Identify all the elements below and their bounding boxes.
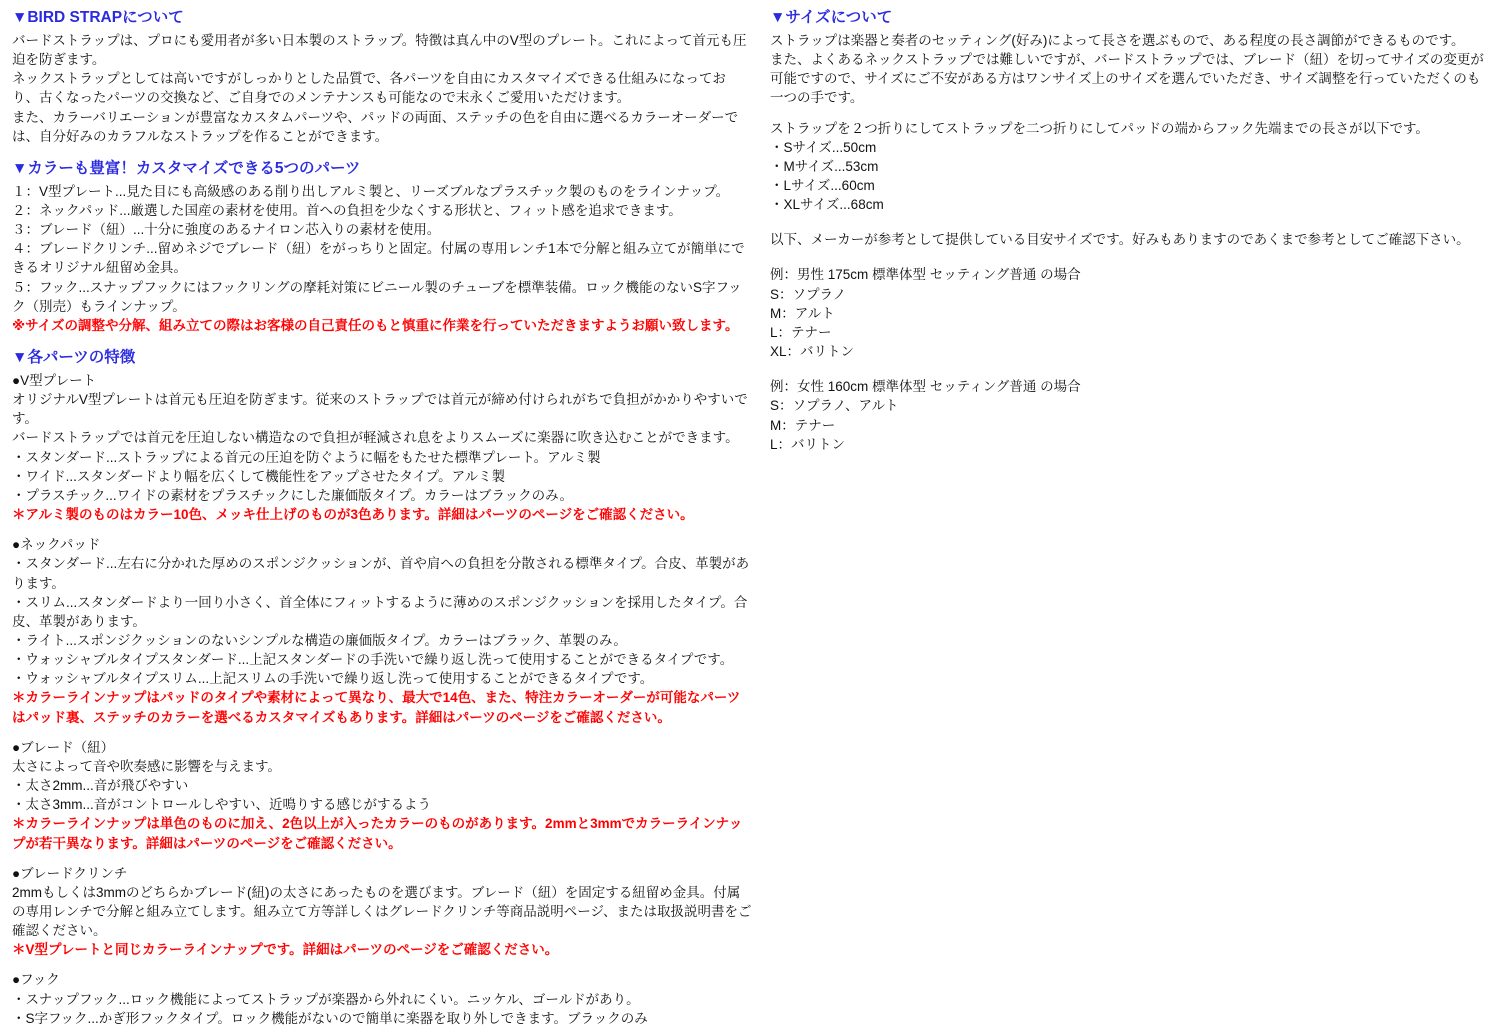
part-label: ●V型プレート <box>12 372 97 388</box>
example-female-title: 例：女性 160cm 標準体型 セッティング普通 の場合 <box>770 379 1081 395</box>
example-male-row: M：アルト <box>770 305 835 321</box>
part-line: ・ウォッシャブルタイプスリム...上記スリムの手洗いで繰り返し洗って使用することができるタイプです。 <box>12 671 654 687</box>
heading-parts-features: ▼各パーツの特徴 <box>12 349 136 367</box>
size-item: ・Lサイズ...60cm <box>770 178 875 194</box>
part-group-braid <box>12 738 752 853</box>
part-line: ・ワイド...スタンダードより幅を広くして機能性をアップさせたタイプ。アルミ製 <box>12 468 506 484</box>
list-item: ４：ブレードクリンチ...留めネジでブレード（紐）をがっちりと固定。付属の専用レンチ1本で分解と組み立てが簡単にできるオリジナル紐留め金具。 <box>12 241 745 276</box>
size-guide-text: 以下、メーカーが参考として提供している目安サイズです。好みもありますのであくまで参考としてご確認下さい。 <box>770 232 1470 248</box>
part-line: ・スタンダード...左右に分かれた厚めのスポンジクッションが、首や肩への負担を分散される標準タイプ。合皮、革製があります。 <box>12 556 750 591</box>
list-item: ５：フック...スナップフックにはフックリングの摩耗対策にビニール製のチューブを標準装備。ロック機能のないS字フック（別売）もラインナップ。 <box>12 279 742 314</box>
example-male-title: 例：男性 175cm 標準体型 セッティング普通 の場合 <box>770 267 1081 283</box>
part-line: ・プラスチック...ワイドの素材をプラスチックにした廉価版タイプ。カラーはブラックのみ。 <box>12 487 573 503</box>
example-male-row: S：ソプラノ <box>770 286 847 302</box>
part-label: ●フック <box>12 972 60 988</box>
part-line: ・S字フック...かぎ形フックタイプ。ロック機能がないので簡単に楽器を取り外しできます。ブラックのみ <box>12 1010 648 1026</box>
part-line: 太さによって音や吹奏感に影響を与えます。 <box>12 758 281 774</box>
part-note: ＊アルミ製のものはカラー10色、メッキ仕上げのものが3色あります。詳細はパーツのページをご確認ください。 <box>12 507 694 523</box>
two-column-layout <box>12 8 1488 1036</box>
section-bird-strap-about <box>12 8 752 146</box>
section-five-parts <box>12 159 752 335</box>
size-lead-text: ストラップを２つ折りにしてストラップを二つ折りにしてパッドの端からフック先端までの長さが以下です。 <box>770 120 1429 136</box>
part-label: ●ネックパッド <box>12 537 101 553</box>
paragraph: ストラップは楽器と奏者のセッティング(好み)によって長さを選ぶもので、ある程度の長さ調節ができるものです。 <box>770 32 1465 48</box>
part-line: ・スナップフック...ロック機能によってストラップが楽器から外れにくい。ニッケル、ゴールドがあり。 <box>12 991 640 1007</box>
part-line: ・太さ3mm...音がコントロールしやすい、近鳴りする感じがするよう <box>12 797 431 813</box>
part-label: ●ブレード（紐） <box>12 739 115 755</box>
part-line: 2mmもしくは3mmのどちらかブレード(紐)の太さにあったものを選びます。ブレード（紐）を固定する紐留め金具。付属の専用レンチで分解と組み立てします。組み立て方等詳しくはグレードクリンチ等商品説明ページ、または取扱説明書をご確認ください。 <box>12 884 752 939</box>
part-note: ＊V型プレートと同じカラーラインナップです。詳細はパーツのページをご確認ください。 <box>12 942 559 958</box>
example-female-row: M：テナー <box>770 417 836 433</box>
example-male-row: XL：バリトン <box>770 344 855 360</box>
size-item: ・Sサイズ...50cm <box>770 139 877 155</box>
example-female-row: S：ソプラノ、アルト <box>770 398 899 414</box>
part-line: ・スリム...スタンダードより一回り小さく、首全体にフィットするように薄めのスポンジクッションを採用したタイプ。合皮、革製があります。 <box>12 594 748 629</box>
heading-size-about: ▼サイズについて <box>770 9 893 26</box>
heading-bird-strap-about: ▼BIRD STRAPについて <box>12 9 184 26</box>
list-item: ２：ネックパッド...厳選した国産の素材を使用。首への負担を少なくする形状と、フィット感を追求できます。 <box>12 202 682 218</box>
section-parts-features <box>12 348 752 1028</box>
left-column <box>12 8 752 1036</box>
part-group-hook <box>12 970 752 1027</box>
paragraph: バードストラップは、プロにも愛用者が多い日本製のストラップ。特徴は真ん中のV型のプレート。これによって首元も圧迫を防ぎます。 <box>12 32 747 68</box>
part-line: ・スタンダード...ストラップによる首元の圧迫を防ぐように幅をもたせた標準プレート。アルミ製 <box>12 449 601 465</box>
paragraph: ネックストラップとしては高いですがしっかりとした品質で、各パーツを自由にカスタマイズできる仕組みになっており、古くなったパーツの交換など、ご自身でのメンテナンスも可能なので末永くご愛用いただけます。 <box>12 71 726 106</box>
part-label: ●ブレードクリンチ <box>12 865 128 881</box>
list-item: ３：ブレード（紐）...十分に強度のあるナイロン芯入りの素材を使用。 <box>12 222 441 238</box>
paragraph: また、よくあるネックストラップでは難しいですが、バードストラップでは、ブレード（紐）を切ってサイズの変更が可能ですので、サイズにご不安がある方はワンサイズ上のサイズを選んでいただき、サイズ調整を行っていただくのも一つの手です。 <box>770 52 1484 106</box>
heading-five-parts: ▼カラーも豊富！カスタマイズできる5つのパーツ <box>12 159 361 177</box>
list-item: １：V型プレート...見た目にも高級感のある削り出しアルミ製と、リーズブルなプラスチック製のものをラインナップ。 <box>12 183 730 199</box>
part-group-braid-clinch <box>12 864 752 960</box>
size-item: ・XLサイズ...68cm <box>770 197 884 213</box>
part-note: ＊カラーラインナップはパッドのタイプや素材によって異なり、最大で14色、また、特注カラーオーダーが可能なパーツはパッド裏、ステッチのカラーを選べるカスタマイズもあります。詳細はパーツのページをご確認ください。 <box>12 690 741 725</box>
part-line: ・太さ2mm...音が飛びやすい <box>12 778 189 794</box>
warning-note: ※サイズの調整や分解、組み立ての際はお客様の自己責任のもと慎重に作業を行っていただきますようお願い致します。 <box>12 317 739 333</box>
right-column <box>752 8 1492 467</box>
part-line: オリジナルV型プレートは首元も圧迫を防ぎます。従来のストラップでは首元が締め付けられがちで負担がかかりやすいです。 <box>12 392 748 427</box>
part-line: ・ライト...スポンジクッションのないシンプルな構造の廉価版タイプ。カラーはブラック、革製のみ。 <box>12 632 627 648</box>
size-item: ・Mサイズ...53cm <box>770 158 879 174</box>
part-group-v-plate <box>12 371 752 524</box>
paragraph: また、カラーバリエーションが豊富なカスタムパーツや、パッドの両面、ステッチの色を自由に選べるカラーオーダーでは、自分好みのカラフルなストラップを作ることができます。 <box>12 109 739 144</box>
part-note: ＊カラーラインナップは単色のものに加え、2色以上が入ったカラーのものがあります。2mmと3mmでカラーラインナップが若干異なります。詳細はパーツのページをご確認ください。 <box>12 816 743 851</box>
section-size-about <box>770 8 1492 454</box>
part-line: バードストラップでは首元を圧迫しない構造なので負担が軽減され息をよりスムーズに楽器に吹き込むことができます。 <box>12 430 739 446</box>
part-line: ・ウォッシャブルタイプスタンダード...上記スタンダードの手洗いで繰り返し洗って使用することができるタイプです。 <box>12 652 734 668</box>
part-group-neck-pad <box>12 535 752 727</box>
example-female-row: L：バリトン <box>770 436 846 452</box>
example-male-row: L：テナー <box>770 324 832 340</box>
